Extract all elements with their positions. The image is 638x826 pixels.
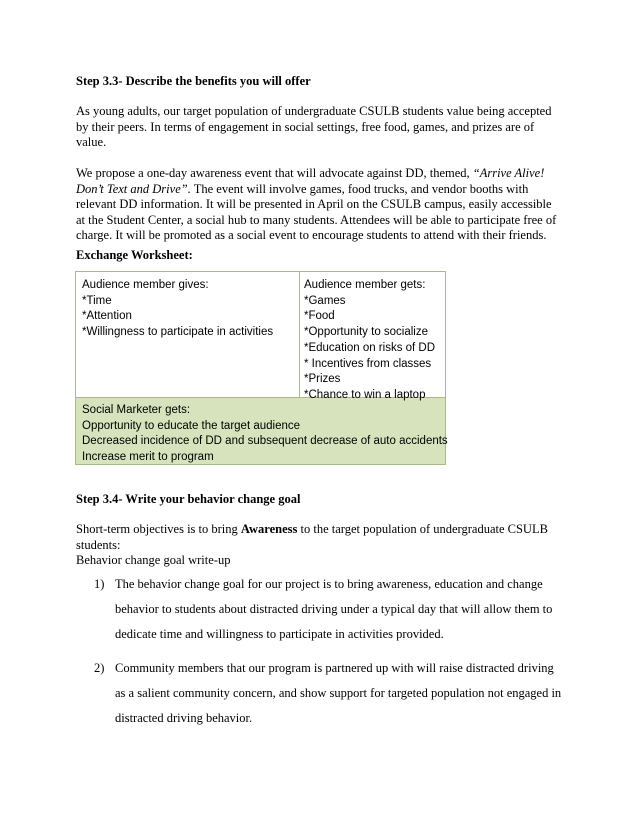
list-item: Opportunity to educate the target audience xyxy=(82,419,301,432)
cell-title: Audience member gives: xyxy=(82,279,209,291)
text-line: students: xyxy=(76,537,121,552)
step-3-4-heading: Step 3.4- Write your behavior change goal xyxy=(76,492,301,506)
cell-title: Audience member gets: xyxy=(304,279,426,291)
list-item: *Education on risks of DD xyxy=(304,341,436,354)
list-item: *Attention xyxy=(82,310,132,323)
step-3-3-heading: Step 3.3- Describe the benefits you will offer xyxy=(76,74,311,88)
text-line: distracted driving behavior. xyxy=(115,711,253,725)
audience-gives-cell xyxy=(82,278,294,341)
text-segment: We propose a one-day awareness event that will advocate against DD, themed, xyxy=(76,166,473,180)
text-line xyxy=(76,522,566,538)
event-theme-text: Don’t Text and Drive”. xyxy=(76,181,191,196)
text-line: charge. It will be promoted as a social event to encourage students to attend with their friends. xyxy=(76,228,547,243)
text-line xyxy=(76,166,566,182)
list-item-text xyxy=(115,656,565,731)
list-item: *Willingness to participate in activities xyxy=(82,326,274,339)
event-paragraph xyxy=(76,166,566,244)
text-line: Community members that our program is partnered up with will raise distracted driving xyxy=(115,661,554,675)
text-line: as a salient community concern, and show support for targeted population not engaged in xyxy=(115,686,562,700)
cell-title: Social Marketer gets: xyxy=(82,404,191,416)
list-item: * Incentives from classes xyxy=(304,357,432,370)
list-item: *Chance to win a laptop xyxy=(304,388,426,401)
text-segment: to the target population of undergraduate CSULB xyxy=(297,522,548,536)
text-line: by their peers. In terms of engagement in social settings, free food, games, and prizes are of xyxy=(76,119,535,134)
list-item: *Time xyxy=(82,294,112,307)
text-line: at the Student Center, a social hub to many students. Attendees will be able to participate free of xyxy=(76,212,557,227)
text-line: As young adults, our target population of undergraduate CSULB students value being accepted xyxy=(76,104,552,118)
text-segment: Short-term objectives is to bring xyxy=(76,522,241,536)
list-item: Increase merit to program xyxy=(82,451,214,464)
audience-gets-cell xyxy=(304,278,444,404)
text-segment: The event will involve games, food trucks, and vendor booths with xyxy=(190,181,529,196)
list-item: *Opportunity to socialize xyxy=(304,326,429,339)
text-line: dedicate time and willingness to participate in activities provided. xyxy=(115,627,444,641)
benefits-paragraph xyxy=(76,104,566,151)
text-line: relevant DD information. It will be presented in April on the CSULB campus, easily accessible xyxy=(76,197,552,212)
list-item-text xyxy=(115,572,565,647)
text-line: The behavior change goal for our project is to bring awareness, education and change xyxy=(115,577,543,591)
list-number: 1) xyxy=(94,577,105,591)
awareness-bold-text: Awareness xyxy=(240,522,298,536)
list-item: *Food xyxy=(304,310,335,323)
social-marketer-cell xyxy=(82,403,448,466)
list-number: 2) xyxy=(94,661,105,675)
text-line: behavior to students about distracted driving under a typical day that will allow them to xyxy=(115,602,553,616)
table-divider xyxy=(299,272,300,397)
text-line xyxy=(76,182,566,198)
exchange-worksheet-heading: Exchange Worksheet: xyxy=(76,248,193,262)
text-line: value. xyxy=(76,135,107,150)
list-item: *Games xyxy=(304,294,346,307)
list-item: *Prizes xyxy=(304,373,341,386)
behavior-change-writeup-label: Behavior change goal write-up xyxy=(76,553,231,568)
event-theme-text: “Arrive Alive! xyxy=(472,166,545,180)
exchange-worksheet-table xyxy=(75,271,446,465)
list-item: Decreased incidence of DD and subsequent decrease of auto accidents xyxy=(82,435,448,448)
short-term-objectives xyxy=(76,522,566,569)
